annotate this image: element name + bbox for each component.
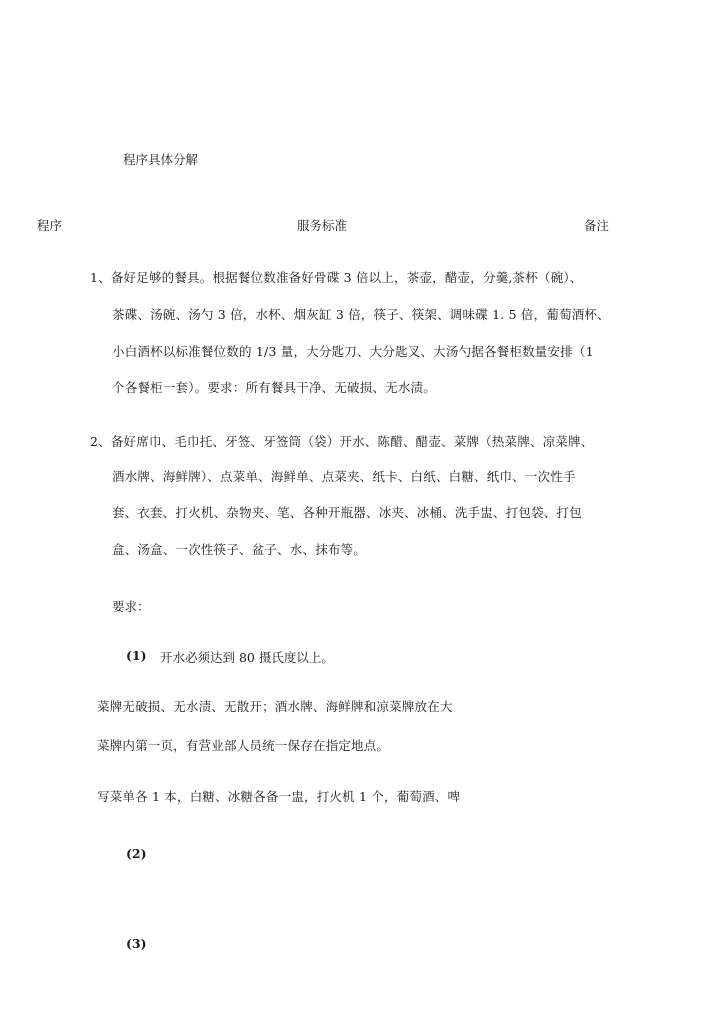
loose-line-2: 菜牌内第一页，有营业部人员统一保存在指定地点。 bbox=[97, 738, 390, 753]
requirements-label: 要求： bbox=[112, 599, 150, 614]
header-procedure: 程序 bbox=[37, 218, 63, 233]
header-standard: 服务标准 bbox=[297, 218, 348, 233]
requirement-1-text: 开水必须达到 80 摄氏度以上。 bbox=[160, 650, 334, 665]
requirement-2-number: (2) bbox=[126, 846, 147, 861]
item1-line-1: 1、备好足够的餐具。根据餐位数准备好骨碟 3 倍以上，茶壶，醋壶，分羹,茶杯（碗）、 bbox=[90, 270, 583, 285]
item1-line-4: 个各餐柜一套）。要求：所有餐具干净、无破损、无水渍。 bbox=[112, 380, 436, 395]
item2-line-1: 2、备好席巾、毛巾托、牙签、牙签筒（袋）开水、陈醋、醋壶、菜牌（热菜牌、凉菜牌、 bbox=[90, 434, 594, 449]
item1-line-3: 小白酒杯以标准餐位数的 1/3 量，大分匙刀、大分匙叉、大汤勺据各餐柜数量安排（1 bbox=[112, 344, 594, 359]
requirement-1-number: (1) bbox=[126, 648, 147, 663]
requirement-3-number: (3) bbox=[126, 936, 147, 951]
item2-line-2: 酒水牌、海鲜牌）、点菜单、海鲜单、点菜夹、纸卡、白纸、白糖、纸巾、一次性手 bbox=[112, 469, 576, 484]
item1-line-2: 茶碟、汤碗、汤勺 3 倍，水杯、烟灰缸 3 倍，筷子、筷架、调味碟 1. 5 倍，葡萄酒杯、 bbox=[112, 307, 610, 322]
loose-line-3: 写菜单各 1 本，白糖、冰糖各备一盅，打火机 1 个，葡萄酒、啤 bbox=[97, 789, 461, 804]
section-title: 程序具体分解 bbox=[123, 152, 199, 167]
item2-line-3: 套、衣套、打火机、杂物夹、笔、各种开瓶器、冰夹、冰桶、洗手盅、打包袋、打包 bbox=[112, 505, 582, 520]
item2-line-4: 盒、汤盒、一次性筷子、盆子、水、抹布等。 bbox=[112, 542, 367, 557]
loose-line-1: 菜牌无破损、无水渍、无散开；酒水牌、海鲜牌和凉菜牌放在大 bbox=[97, 699, 453, 714]
header-notes: 备注 bbox=[584, 218, 610, 233]
